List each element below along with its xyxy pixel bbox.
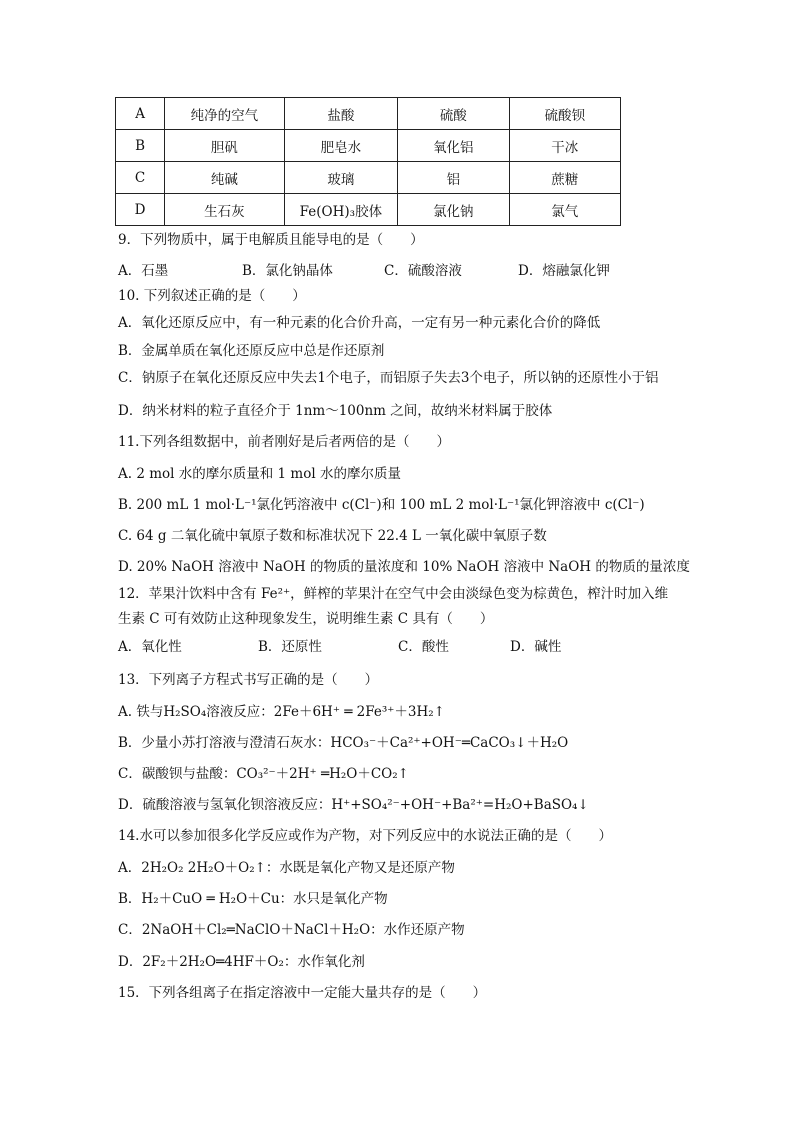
question-9-stem: 9．下列物质中，属于电解质且能导电的是（ ） [118, 232, 424, 248]
question-14-option-d: D．2F₂＋2H₂O═4HF＋O₂：水作氧化剂 [118, 954, 365, 970]
table-cell: 蔗糖 [509, 162, 620, 194]
table-cell: 纯碱 [165, 162, 284, 194]
question-10-option-a: A．氧化还原反应中，有一种元素的化合价升高，一定有另一种元素化合价的降低 [118, 315, 601, 331]
question-10-option-c: C．钠原子在氧化还原反应中失去1个电子，而铝原子失去3个电子，所以钠的还原性小于铝 [118, 370, 659, 386]
option-b: B．还原性 [258, 639, 322, 655]
question-14-option-c: C．2NaOH＋Cl₂═NaClO＋NaCl＋H₂O：水作还原产物 [118, 922, 465, 938]
table-cell: 硫酸钡 [509, 98, 620, 130]
table-cell: 生石灰 [165, 194, 284, 226]
question-13-option-d: D．硫酸溶液与氢氧化钡溶液反应：H⁺+SO₄²⁻+OH⁻+Ba²⁺=H₂O+BaSO₄↓ [118, 797, 589, 813]
question-10-stem: 10. 下列叙述正确的是（ ） [118, 288, 306, 304]
table-cell: 纯净的空气 [165, 98, 284, 130]
table-cell: 铝 [398, 162, 509, 194]
table-cell: D [116, 194, 165, 226]
question-14-option-b: B．H₂＋CuO ═ H₂O＋Cu：水只是氧化产物 [118, 891, 388, 907]
table-row [116, 130, 621, 162]
option-b: B．氯化钠晶体 [242, 263, 333, 279]
question-13-option-c: C．碳酸钡与盐酸：CO₃²⁻＋2H⁺ ═H₂O＋CO₂↑ [118, 766, 409, 782]
table-cell: 干冰 [509, 130, 620, 162]
question-14-stem: 14.水可以参加很多化学反应或作为产物，对下列反应中的水说法正确的是（ ） [118, 828, 612, 844]
table-cell: 氧化铝 [398, 130, 509, 162]
classification-table [115, 97, 621, 226]
table-row [116, 194, 621, 226]
question-11-option-c: C. 64 g 二氧化硫中氧原子数和标准状况下 22.4 L 一氧化碳中氧原子数 [118, 528, 547, 544]
question-14-option-a: A．2H₂O₂ 2H₂O＋O₂↑：水既是氧化产物又是还原产物 [118, 860, 455, 876]
question-13-option-b: B．少量小苏打溶液与澄清石灰水：HCO₃⁻＋Ca²⁺+OH⁻═CaCO₃↓＋H₂O [118, 735, 569, 751]
question-11-option-a: A. 2 mol 水的摩尔质量和 1 mol 水的摩尔质量 [118, 466, 401, 482]
table-cell: 玻璃 [284, 162, 397, 194]
question-12-stem-line-2: 生素 C 可有效防止这种现象发生，说明维生素 C 具有（ ） [118, 611, 494, 627]
table-cell: 胆矾 [165, 130, 284, 162]
table-cell: 盐酸 [284, 98, 397, 130]
table-cell: A [116, 98, 165, 130]
option-d: D．熔融氯化钾 [518, 263, 610, 279]
option-c: C．酸性 [398, 639, 449, 655]
option-c: C．硫酸溶液 [384, 263, 462, 279]
question-15-stem: 15．下列各组离子在指定溶液中一定能大量共存的是（ ） [118, 985, 487, 1001]
option-a: A．石墨 [118, 263, 169, 279]
table-cell: 氯气 [509, 194, 620, 226]
question-10-option-d: D．纳米材料的粒子直径介于 1nm～100nm 之间，故纳米材料属于胶体 [118, 403, 553, 419]
table-cell: 肥皂水 [284, 130, 397, 162]
question-12-stem-line-1: 12．苹果汁饮料中含有 Fe²⁺，鲜榨的苹果汁在空气中会由淡绿色变为棕黄色，榨汁时加入维 [118, 586, 669, 602]
table-cell: C [116, 162, 165, 194]
question-13-option-a: A. 铁与H₂SO₄溶液反应：2Fe＋6H⁺ ═ 2Fe³⁺＋3H₂↑ [118, 704, 445, 720]
table-cell: B [116, 130, 165, 162]
question-10-option-b: B．金属单质在氧化还原反应中总是作还原剂 [118, 343, 385, 359]
table-row [116, 162, 621, 194]
table-cell: 氯化钠 [398, 194, 509, 226]
question-11-option-d: D. 20% NaOH 溶液中 NaOH 的物质的量浓度和 10% NaOH 溶液中 NaOH 的物质的量浓度 [118, 559, 690, 575]
option-d: D．碱性 [510, 639, 562, 655]
table-cell: Fe(OH)₃胶体 [284, 194, 397, 226]
question-11-option-b: B. 200 mL 1 mol·L⁻¹氯化钙溶液中 c(Cl⁻)和 100 mL 2 mol·L⁻¹氯化钾溶液中 c(Cl⁻) [118, 497, 645, 513]
table-row [116, 98, 621, 130]
question-13-stem: 13．下列离子方程式书写正确的是（ ） [118, 672, 379, 688]
question-11-stem: 11.下列各组数据中，前者刚好是后者两倍的是（ ） [118, 434, 450, 450]
table-cell: 硫酸 [398, 98, 509, 130]
option-a: A．氧化性 [118, 639, 182, 655]
